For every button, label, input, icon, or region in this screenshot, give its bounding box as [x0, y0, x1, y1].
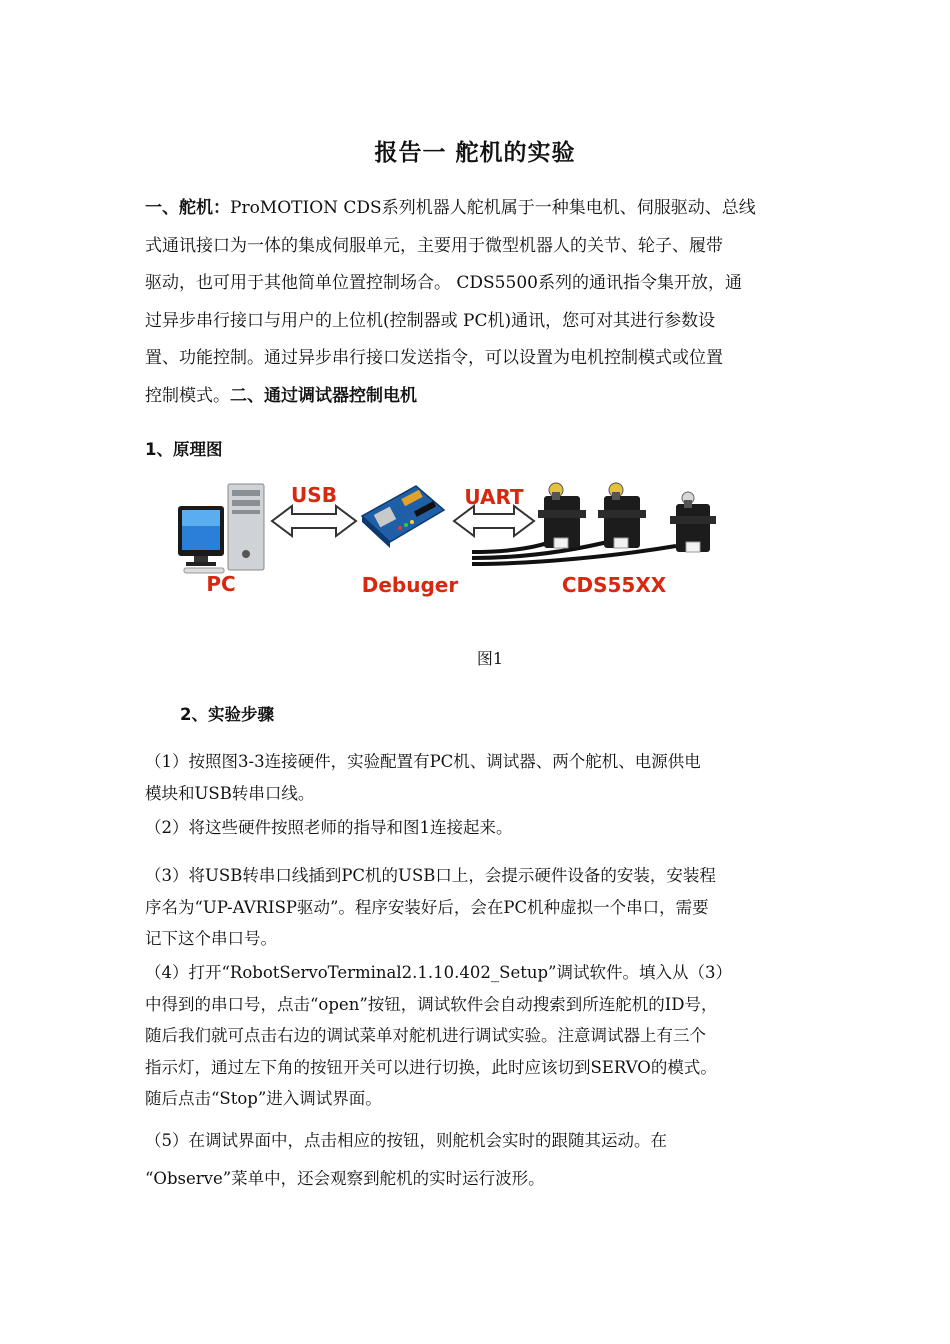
section1-line5: 置、功能控制。通过异步串行接口发送指令，可以设置为电机控制模式或位置	[145, 348, 723, 368]
debuger-label: Debuger	[361, 573, 459, 597]
step-3-line2: 序名为“UP-AVRISP驱动”。程序安装好后，会在PC机种虚拟一个串口，需要	[145, 897, 709, 917]
step-1	[145, 746, 813, 809]
step-5-line2: “Observe”菜单中，还会观察到舵机的实时运行波形。	[145, 1169, 545, 1188]
section1-line4: 过异步串行接口与用户的上位机(控制器或 PC机)通讯，您可对其进行参数设	[145, 310, 716, 331]
step-3	[145, 860, 813, 955]
pc-label: PC	[206, 572, 236, 596]
servo-3-image	[670, 492, 716, 552]
section1-heading: 一、舵机：	[145, 198, 230, 218]
step-4-line5: 随后点击“Stop”进入调试界面。	[145, 1089, 382, 1108]
section2-heading: 二、通过调试器控制电机	[230, 385, 417, 406]
step-1-line2: 模块和USB转串口线。	[145, 783, 315, 803]
step-5	[145, 1122, 813, 1198]
subheading-steps: 2、实验步骤	[180, 705, 274, 724]
step-2	[145, 812, 813, 844]
page-title: 报告一 舵机的实验	[374, 140, 576, 166]
figure-caption: 图1	[476, 649, 504, 668]
usb-double-arrow	[272, 506, 356, 536]
step-2-line1: （2）将这些硬件按照老师的指导和图1连接起来。	[145, 818, 513, 837]
uart-label: UART	[464, 485, 524, 509]
usb-label: USB	[291, 483, 337, 507]
step-4-line4: 指示灯，通过左下角的按钮开关可以进行切换，此时应该切到SERVO的模式。	[145, 1057, 717, 1077]
step-4-line2: 中得到的串口号，点击“open”按钮，调试软件会自动搜索到所连舵机的ID号，	[145, 994, 718, 1014]
step-4-line3: 随后我们就可点击右边的调试菜单对舵机进行调试实验。注意调试器上有三个	[145, 1026, 706, 1045]
subheading-schematic: 1、原理图	[145, 440, 223, 459]
step-4	[145, 957, 813, 1115]
servo-1-image	[538, 483, 586, 548]
section1-line1: ProMOTION CDS系列机器人舵机属于一种集电机、伺服驱动、总线	[230, 198, 756, 218]
step-1-line1: （1）按照图3-3连接硬件，实验配置有PC机、调试器、两个舵机、电源供电	[145, 752, 701, 771]
servo-label: CDS55XX	[561, 573, 667, 597]
section1-line3: 驱动，也可用于其他简单位置控制场合。 CDS5500系列的通讯指令集开放，通	[145, 273, 742, 293]
step-3-line3: 记下这个串口号。	[145, 929, 277, 948]
section1-line2: 式通讯接口为一体的集成伺服单元，主要用于微型机器人的关节、轮子、履带	[145, 235, 723, 256]
step-4-line1: （4）打开“RobotServoTerminal2.1.10.402_Setup”调试软件。填入从（3）	[145, 963, 732, 982]
section1-paragraph	[145, 190, 810, 415]
uart-double-arrow	[454, 506, 534, 536]
step-3-line1: （3）将USB转串口线插到PC机的USB口上，会提示硬件设备的安装，安装程	[145, 866, 716, 885]
step-5-line1: （5）在调试界面中，点击相应的按钮，则舵机会实时的跟随其运动。在	[145, 1131, 667, 1150]
servo-2-image	[598, 483, 646, 548]
section1-line6: 控制模式。	[145, 385, 230, 406]
pc-computer-image	[178, 484, 264, 573]
debugger-board-image	[362, 486, 444, 548]
schematic-figure	[176, 476, 736, 606]
